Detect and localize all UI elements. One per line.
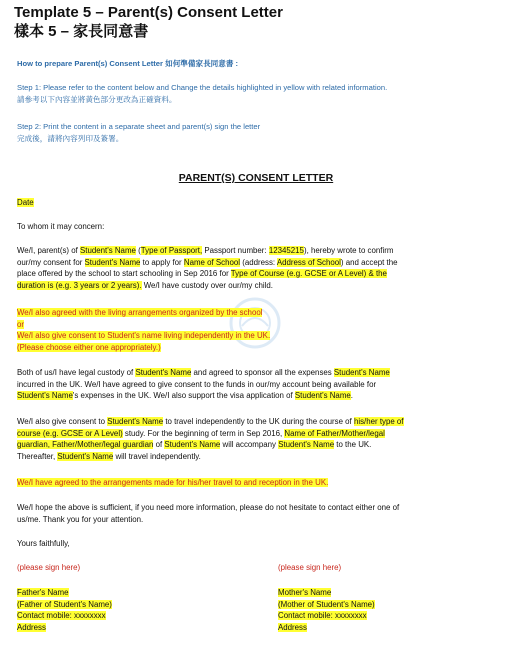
closing: Yours faithfully, [17,539,70,548]
how-to-heading: How to prepare Parent(s) Consent Letter 如何準備家長同意書 : [17,59,239,68]
paragraph-3: Both of us/I have legal custody of Student's Name and agreed to sponsor all the expenses Student's Name incurred in the UK. We/I have agreed to give consent to the funds in our/my account being available for Student's Name's expenses in the UK. We/I also support the visa application of Student's Name. [17,368,390,401]
mother-block [278,587,375,633]
step2-en: Step 2: Print the content in a separate sheet and parent(s) sign the letter [17,122,261,131]
father-address: Address [17,622,46,632]
father-relation: (Father of Student's Name) [17,599,112,609]
paragraph-5: We/I have agreed to the arrangements made for his/her travel to and reception in the UK. [17,478,329,487]
mother-name: Mother's Name [278,588,332,597]
mother-address: Address [278,622,307,632]
father-name: Father's Name [17,588,69,597]
salutation: To whom it may concern: [17,222,105,231]
step1-zh: 請參考以下內容並將黃色部分更改為正確資料。 [17,95,177,104]
template-title-zh: 樣本 5 – 家長同意書 [14,23,149,40]
letter-heading: PARENT(S) CONSENT LETTER [178,172,334,184]
mother-relation: (Mother of Student's Name) [278,599,375,609]
paragraph-2-options: We/I also agreed with the living arrangements organized by the school or We/I also give consent to Student's name living independently in the UK. (Please choose either one appropriately.) [17,308,271,352]
father-block [17,587,112,633]
step2-zh: 完成後，請將內容列印及簽署。 [17,134,124,143]
date-field: Date [17,198,34,207]
paragraph-4: We/I also give consent to Student's Name to travel independently to the UK during the course of his/her type of course (e.g. GCSE or A Level) study. For the beginning of term in Sep 2016, Name of Father/Mother/legal guardian, Father/Mother/legal guardian of Student's Name will accompany Student's Name to the UK. Thereafter, Student's Name will travel independently. [17,417,404,461]
mother-signature-prompt: (please sign here) [278,563,342,572]
father-contact: Contact mobile: xxxxxxxx [17,611,106,621]
paragraph-6: We/I hope the above is sufficient, if you need more information, please do not hesitate to contact either one of us/me. Thank you for your attention. [17,503,400,524]
template-title-en: Template 5 – Parent(s) Consent Letter [14,4,283,21]
step1-en: Step 1: Please refer to the content below and Change the details highlighted in yellow with related information. [17,83,388,92]
mother-contact: Contact mobile: xxxxxxxx [278,611,367,621]
paragraph-1: We/I, parent(s) of Student's Name (Type of Passport, Passport number: 12345215), hereby wrote to confirm our/my consent for Student's Name to apply for Name of School (address: Address of School) and accept the place offered by the school to start schooling in Sep 2016 for Type of Course (e.g. GCSE or A Level) & the duration is (e.g. 3 years or 2 years). We/I have custody over our/my child. [17,246,398,290]
father-signature-prompt: (please sign here) [17,563,81,572]
